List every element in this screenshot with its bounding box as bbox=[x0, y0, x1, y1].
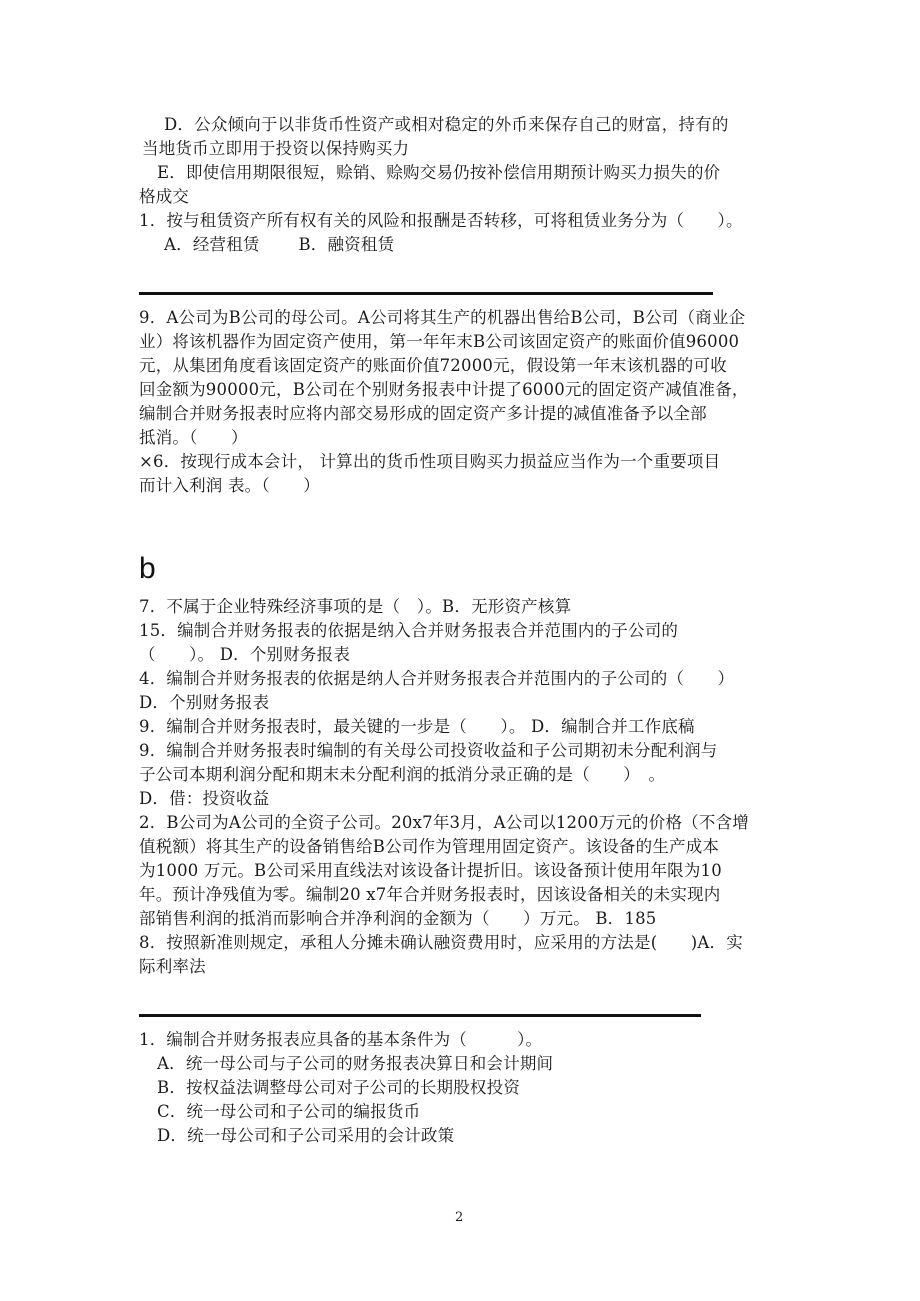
q6-line1: ×6．按现行成本会计， 计算出的货币性项目购买力损益应当作为一个重要项目 bbox=[139, 452, 721, 471]
q4-line2: D．个别财务报表 bbox=[139, 693, 270, 712]
option-d-line2: 当地货币立即用于投资以保持购买力 bbox=[142, 139, 410, 158]
q1-line: 1．编制合并财务报表应具备的基本条件为（ ）。 bbox=[139, 1030, 543, 1049]
q2-line4: 年。预计净残值为零。编制20 x7年合并财务报表时，因该设备相关的未实现内 bbox=[139, 885, 721, 904]
q9-line6: 抵消。（ ） bbox=[139, 428, 248, 447]
q15-line2: （ ）。 D．个别财务报表 bbox=[139, 645, 351, 664]
q9a-line: 9．编制合并财务报表时，最关键的一步是（ ）。 D．编制合并工作底稿 bbox=[139, 717, 695, 736]
q2-line5: 部销售利润的抵消而影响合并净利润的金额为（ ）万元。 B．185 bbox=[139, 909, 657, 928]
option-e-line1: E．即使信用期限很短，赊销、赊购交易仍按补偿信用期预计购买力损失的价 bbox=[157, 163, 721, 182]
q1-option-b: B．按权益法调整母公司对子公司的长期股权投资 bbox=[157, 1078, 521, 1097]
q9-line3: 元，从集团角度看该固定资产的账面价值72000元，假设第一年末该机器的可收 bbox=[139, 356, 727, 375]
question-lease: 1．按与租赁资产所有权有关的风险和报酬是否转移，可将租赁业务分为（ ）。 bbox=[139, 211, 743, 230]
option-d-line1: D．公众倾向于以非货币性资产或相对稳定的外币来保存自己的财富，持有的 bbox=[164, 115, 729, 134]
q9-line4: 回金额为90000元，B公司在个别财务报表中计提了6000元的固定资产减值准备， bbox=[139, 380, 749, 399]
q2-line3: 为1000 万元。B公司采用直线法对该设备计提折旧。该设备预计使用年限为10 bbox=[139, 861, 722, 880]
q8-line2: 际利率法 bbox=[139, 957, 206, 976]
q9b-line3: D．借：投资收益 bbox=[139, 789, 270, 808]
divider-2 bbox=[139, 1014, 701, 1017]
q9-line1: 9．A公司为B公司的母公司。A公司将其生产的机器出售给B公司，B公司（商业企 bbox=[139, 308, 746, 327]
section-letter: b bbox=[139, 552, 156, 585]
q1-option-a: A．统一母公司与子公司的财务报表决算日和会计期间 bbox=[157, 1054, 554, 1073]
page-number: 2 bbox=[455, 1210, 464, 1225]
q6-line2: 而计入利润 表。（ ） bbox=[139, 476, 320, 495]
q2-line2: 值税额）将其生产的设备销售给B公司作为管理用固定资产。该设备的生产成本 bbox=[139, 837, 720, 856]
divider-1 bbox=[139, 292, 713, 295]
q8-line1: 8．按照新准则规定，承租人分摊未确认融资费用时，应采用的方法是( )A．实 bbox=[139, 933, 743, 952]
q9-line2: 业）将该机器作为固定资产使用，第一年年末B公司该固定资产的账面价值96000 bbox=[139, 332, 740, 351]
option-e-line2: 格成交 bbox=[139, 187, 190, 206]
q7-line: 7．不属于企业特殊经济事项的是（ ）。B．无形资产核算 bbox=[139, 597, 572, 616]
q2-line1: 2．B公司为A公司的全资子公司。20x7年3月，A公司以1200万元的价格（不含增 bbox=[139, 813, 749, 832]
q9b-line1: 9．编制合并财务报表时编制的有关母公司投资收益和子公司期初未分配利润与 bbox=[139, 741, 718, 760]
q9-line5: 编制合并财务报表时应将内部交易形成的固定资产多计提的减值准备予以全部 bbox=[139, 404, 707, 423]
q15-line1: 15．编制合并财务报表的依据是纳入合并财务报表合并范围内的子公司的 bbox=[139, 621, 679, 640]
lease-options: A．经营租赁 B．融资租赁 bbox=[164, 235, 395, 254]
q1-option-d: D．统一母公司和子公司采用的会计政策 bbox=[157, 1126, 455, 1145]
q1-option-c: C．统一母公司和子公司的编报货币 bbox=[157, 1102, 421, 1121]
q9b-line2: 子公司本期利润分配和期末未分配利润的抵消分录正确的是（ ） 。 bbox=[139, 765, 666, 784]
q4-line1: 4．编制合并财务报表的依据是纳人合并财务报表合并范围内的子公司的（ ） bbox=[139, 669, 735, 688]
